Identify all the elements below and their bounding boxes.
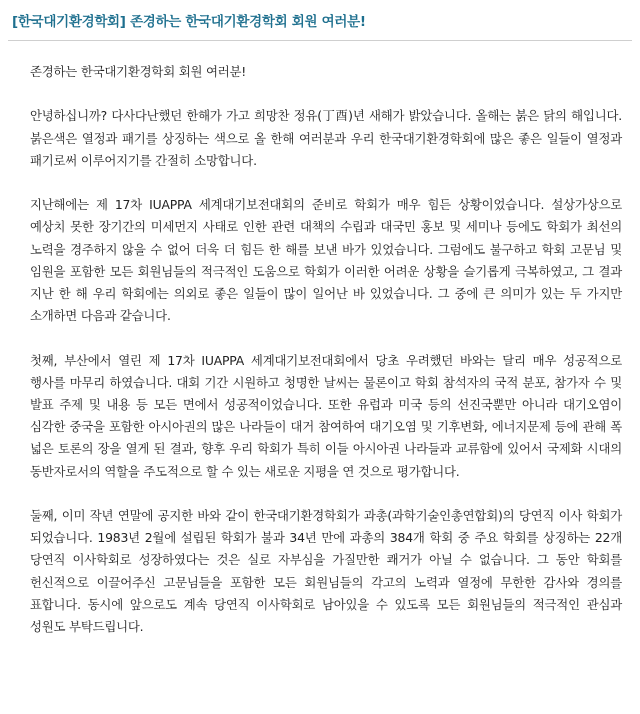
letter-paragraph-3: 첫째, 부산에서 열린 제 17차 IUAPPA 세계대기보전대회에서 당초 우려했던 바와는 달리 매우 성공적으로 행사를 마무리 하였습니다. 대회 기간 시원하고 청명한 날씨는 물론이고 학회 참석자의 국적 분포, 참가자 수 및 발표 주제 및 내용 등 모든 면에서 성공적이었습니다. 또한 유럽과 미국 등의 선진국뿐만 아니라 대기오염이 심각한 중국을 포함한 아시아권의 많은 나라들이 대거 참여하여 대기오염 및 기후변화, 에너지문제 등에 관해 폭 넓은 토론의 장을 열게 된 결과, 향후 우리 학회가 특히 이들 아시아권 나라들과 교류함에 있어서 국제화 시대의 동반자로서의 역할을 주도적으로 할 수 있는 새로운 지평을 연 것으로 평가합니다. bbox=[30, 352, 622, 479]
letter-paragraph-2: 지난해에는 제 17차 IUAPPA 세계대기보전대회의 준비로 학회가 매우 힘든 상황이었습니다. 설상가상으로 예상치 못한 장기간의 미세먼지 사태로 인한 관련 대책의 수립과 대국민 홍보 및 세미나 등에도 학회가 최선의 노력을 경주하지 않을 수 없어 더욱 더 힘든 한 해를 보낸 바가 있었습니다. 그럼에도 불구하고 학회 고문님 및 임원을 포함한 모든 회원님들의 적극적인 도움으로 학회가 이러한 어려운 상황을 슬기롭게 극복하였고, 그 결과 지난 한 해 우리 학회에는 의외로 좋은 일들이 많이 일어난 바 있었습니다. 그 중에 큰 의미가 있는 두 가지만 소개하면 다음과 같습니다. bbox=[30, 197, 622, 324]
letter-paragraph-1: 안녕하십니까? 다사다난했던 한해가 가고 희망찬 정유(丁酉)년 새해가 밝았습니다. 올해는 붉은 닭의 해입니다. 붉은색은 열정과 패기를 상징하는 색으로 올 한해 여러분과 우리 한국대기환경학회에 많은 좋은 일들이 열정과 패기로써 이루어지기를 간절히 소망합니다. bbox=[30, 108, 622, 168]
letter-paragraph-4: 둘째, 이미 작년 연말에 공지한 바와 같이 한국대기환경학회가 과총(과학기술인총연합회)의 당연직 이사 학회가 되었습니다. 1983년 2월에 설립된 학회가 불과 34년 만에 과총의 384개 학회 중 주요 학회를 상징하는 22개 당연직 이사학회로 성장하였다는 것은 실로 자부심을 가질만한 쾌거가 아닐 수 없습니다. 그 동안 학회를 헌신적으로 이끌어주신 고문님들을 포함한 모든 회원님들의 각고의 노력과 열정에 무한한 감사와 경의를 표합니다. 동시에 앞으로도 계속 당연직 이사학회로 남아있을 수 있도록 모든 회원님들의 적극적인 관심과 성원도 부탁드립니다. bbox=[30, 508, 622, 635]
letter-greeting: 존경하는 한국대기환경학회 회원 여러분! bbox=[30, 64, 247, 79]
page-title: [한국대기환경학회] 존경하는 한국대기환경학회 회원 여러분! bbox=[12, 14, 366, 30]
page-header bbox=[0, 0, 640, 40]
letter-body bbox=[0, 41, 640, 638]
